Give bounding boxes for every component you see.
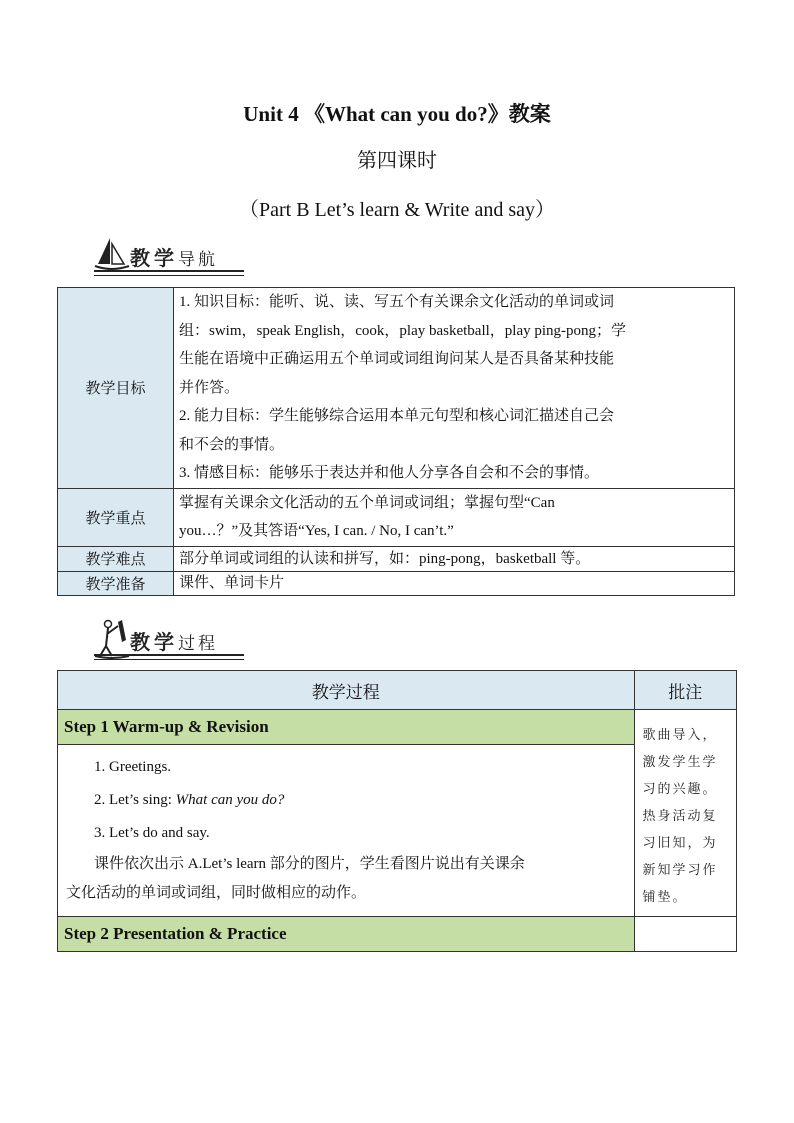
objective-line: 并作答。 (179, 379, 240, 396)
song-title: What can you do? (175, 792, 285, 808)
step-1-notes (634, 710, 736, 917)
note-line: 新知学习作 (642, 863, 718, 878)
section-heading-process-big: 教学 (130, 630, 178, 654)
row-content-key-points (174, 488, 735, 546)
row-content-preparation: 课件、单词卡片 (174, 571, 735, 595)
step-1-item-1: 1. Greetings. (94, 759, 172, 775)
section-heading-nav (92, 234, 262, 274)
row-label-preparation: 教学准备 (58, 571, 174, 595)
step-1-paragraph-line-1: 课件依次出示 A.Let’s learn 部分的图片，学生看图片说出有关课余 (94, 856, 525, 872)
sailboat-icon (92, 234, 132, 274)
table-row (58, 710, 737, 745)
row-label-objectives: 教学目标 (58, 288, 174, 489)
table-header-row (58, 671, 737, 710)
row-content-difficulties: 部分单词或词组的认读和拼写，如：ping-pong，basketball 等。 (174, 546, 735, 571)
table-row (58, 488, 735, 546)
table-row (58, 546, 735, 571)
table-row (58, 917, 737, 952)
note-line: 铺垫。 (642, 890, 688, 905)
heading-underline-thin (94, 275, 244, 276)
teaching-overview-table (57, 287, 735, 596)
section-heading-process (92, 618, 262, 658)
step-1-item-2 (66, 784, 628, 817)
objective-line: 生能在语境中正确运用五个单词或词组询问某人是否具备某种技能 (179, 351, 615, 367)
lesson-part: （Part B Let’s learn & Write and say） (239, 199, 555, 221)
section-heading-nav-big: 教学 (130, 246, 178, 270)
step-1-item-3: 3. Let’s do and say. (94, 825, 210, 841)
section-heading-process-small: 过程 (178, 634, 218, 654)
table-row (58, 288, 735, 489)
item-2-prefix: 2. Let’s sing: (94, 792, 176, 808)
lesson-number: 第四课时 (357, 150, 437, 172)
objective-line: 和不会的事情。 (179, 436, 285, 453)
objective-line: 3. 情感目标：能够乐于表达并和他人分享各自会和不会的事情。 (179, 465, 600, 481)
note-line: 习旧知，为 (642, 836, 718, 851)
step-1-body (58, 745, 635, 917)
step-1-title: Step 1 Warm-up & Revision (58, 710, 635, 745)
note-line: 习的兴趣。 (642, 782, 718, 797)
step-2-title: Step 2 Presentation & Practice (58, 917, 635, 952)
key-point-line: 掌握有关课余文化活动的五个单词或词组；掌握句型“Can (179, 494, 555, 511)
heading-underline (94, 270, 244, 272)
teaching-process-table (57, 670, 737, 952)
note-line: 激发学生学 (642, 755, 718, 770)
heading-underline-thin (94, 659, 244, 660)
row-content-objectives (174, 288, 735, 489)
heading-underline (94, 654, 244, 656)
note-line: 歌曲导入， (642, 728, 718, 743)
note-line: 热身活动复 (642, 809, 718, 824)
section-heading-nav-small: 导航 (178, 250, 218, 270)
key-point-line: you…？”及其答语“Yes, I can. / No, I can’t.” (179, 523, 454, 539)
table-row (58, 571, 735, 595)
objective-line: 2. 能力目标：学生能够综合运用本单元句型和核心词汇描述自己会 (179, 408, 615, 424)
column-header-notes: 批注 (634, 671, 736, 710)
step-1-paragraph-line-2: 文化活动的单词或词组，同时做相应的动作。 (66, 885, 367, 901)
objective-line: 1. 知识目标：能听、说、读、写五个有关课余文化活动的单词或词 (179, 294, 615, 310)
objective-line: 组：swim，speak English，cook，play basketball，play ping-pong；学 (179, 322, 627, 339)
step-2-notes (634, 917, 736, 952)
row-label-difficulties: 教学难点 (58, 546, 174, 571)
column-header-process: 教学过程 (58, 671, 635, 710)
document-title: Unit 4 《What can you do?》教案 (243, 102, 551, 126)
row-label-key-points: 教学重点 (58, 488, 174, 546)
